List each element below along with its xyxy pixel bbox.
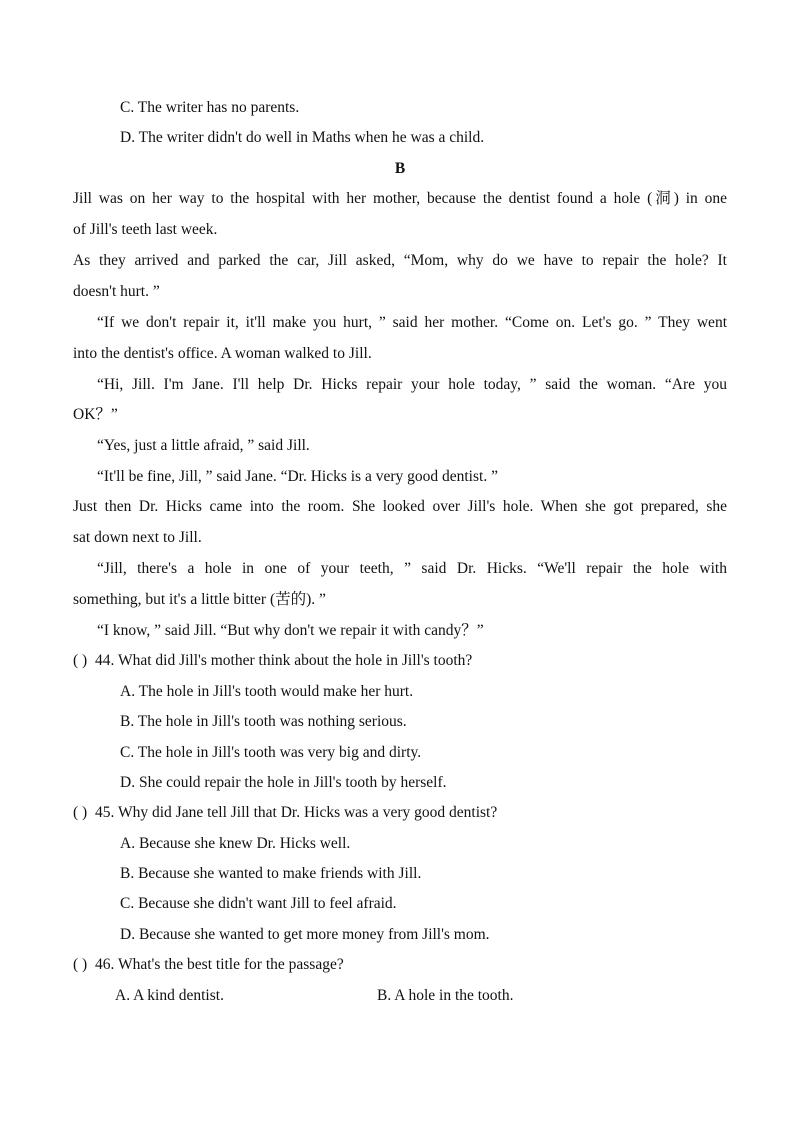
passage-line: “Jill, there's a hole in one of your teeth, ” said Dr. Hicks. “We'll repair the hole with [97, 560, 727, 577]
passage-line: sat down next to Jill. [73, 529, 202, 546]
question-stem: 45. Why did Jane tell Jill that Dr. Hicks was a very good dentist? [95, 804, 498, 821]
passage-line: doesn't hurt. ” [73, 283, 160, 300]
prev-option-c: C. The writer has no parents. [120, 99, 300, 116]
section-title: B [394, 160, 406, 177]
passage-line: As they arrived and parked the car, Jill asked, “Mom, why do we have to repair the hole? It [73, 252, 727, 269]
option-44-b: B. The hole in Jill's tooth was nothing serious. [120, 713, 407, 730]
question-44 [73, 651, 472, 671]
passage-line: OK？” [73, 406, 118, 423]
passage-line: “Hi, Jill. I'm Jane. I'll help Dr. Hicks repair your hole today, ” said the woman. “Are you [97, 376, 727, 393]
passage-line: “If we don't repair it, it'll make you hurt, ” said her mother. “Come on. Let's go. ” They went [97, 314, 727, 331]
option-44-a: A. The hole in Jill's tooth would make her hurt. [120, 683, 414, 700]
question-stem: 46. What's the best title for the passage? [95, 956, 344, 973]
option-45-c: C. Because she didn't want Jill to feel afraid. [120, 895, 397, 912]
option-46-a: A. A kind dentist. [115, 987, 224, 1004]
passage-line: into the dentist's office. A woman walked to Jill. [73, 345, 372, 362]
option-45-d: D. Because she wanted to get more money from Jill's mom. [120, 926, 490, 943]
prev-option-d: D. The writer didn't do well in Maths when he was a child. [120, 129, 485, 146]
passage-line: “It'll be fine, Jill, ” said Jane. “Dr. Hicks is a very good dentist. ” [97, 468, 498, 485]
question-46 [73, 955, 344, 975]
question-45 [73, 803, 497, 823]
passage-line: Just then Dr. Hicks came into the room. She looked over Jill's hole. When she got prepared, she [73, 498, 727, 515]
question-stem: 44. What did Jill's mother think about the hole in Jill's tooth? [95, 652, 473, 669]
passage-line: something, but it's a little bitter (苦的). ” [73, 591, 326, 608]
passage-line: “I know, ” said Jill. “But why don't we repair it with candy？” [97, 622, 484, 639]
option-45-a: A. Because she knew Dr. Hicks well. [120, 835, 351, 852]
option-45-b: B. Because she wanted to make friends with Jill. [120, 865, 422, 882]
answer-blank[interactable]: ( ) [73, 956, 88, 973]
passage-line: Jill was on her way to the hospital with her mother, because the dentist found a hole (洞) in one [73, 190, 727, 207]
option-46-b: B. A hole in the tooth. [377, 987, 514, 1004]
passage-line: “Yes, just a little afraid, ” said Jill. [97, 437, 310, 454]
option-44-d: D. She could repair the hole in Jill's tooth by herself. [120, 774, 447, 791]
answer-blank[interactable]: ( ) [73, 804, 88, 821]
passage-line: of Jill's teeth last week. [73, 221, 218, 238]
answer-blank[interactable]: ( ) [73, 652, 88, 669]
option-44-c: C. The hole in Jill's tooth was very big and dirty. [120, 744, 422, 761]
